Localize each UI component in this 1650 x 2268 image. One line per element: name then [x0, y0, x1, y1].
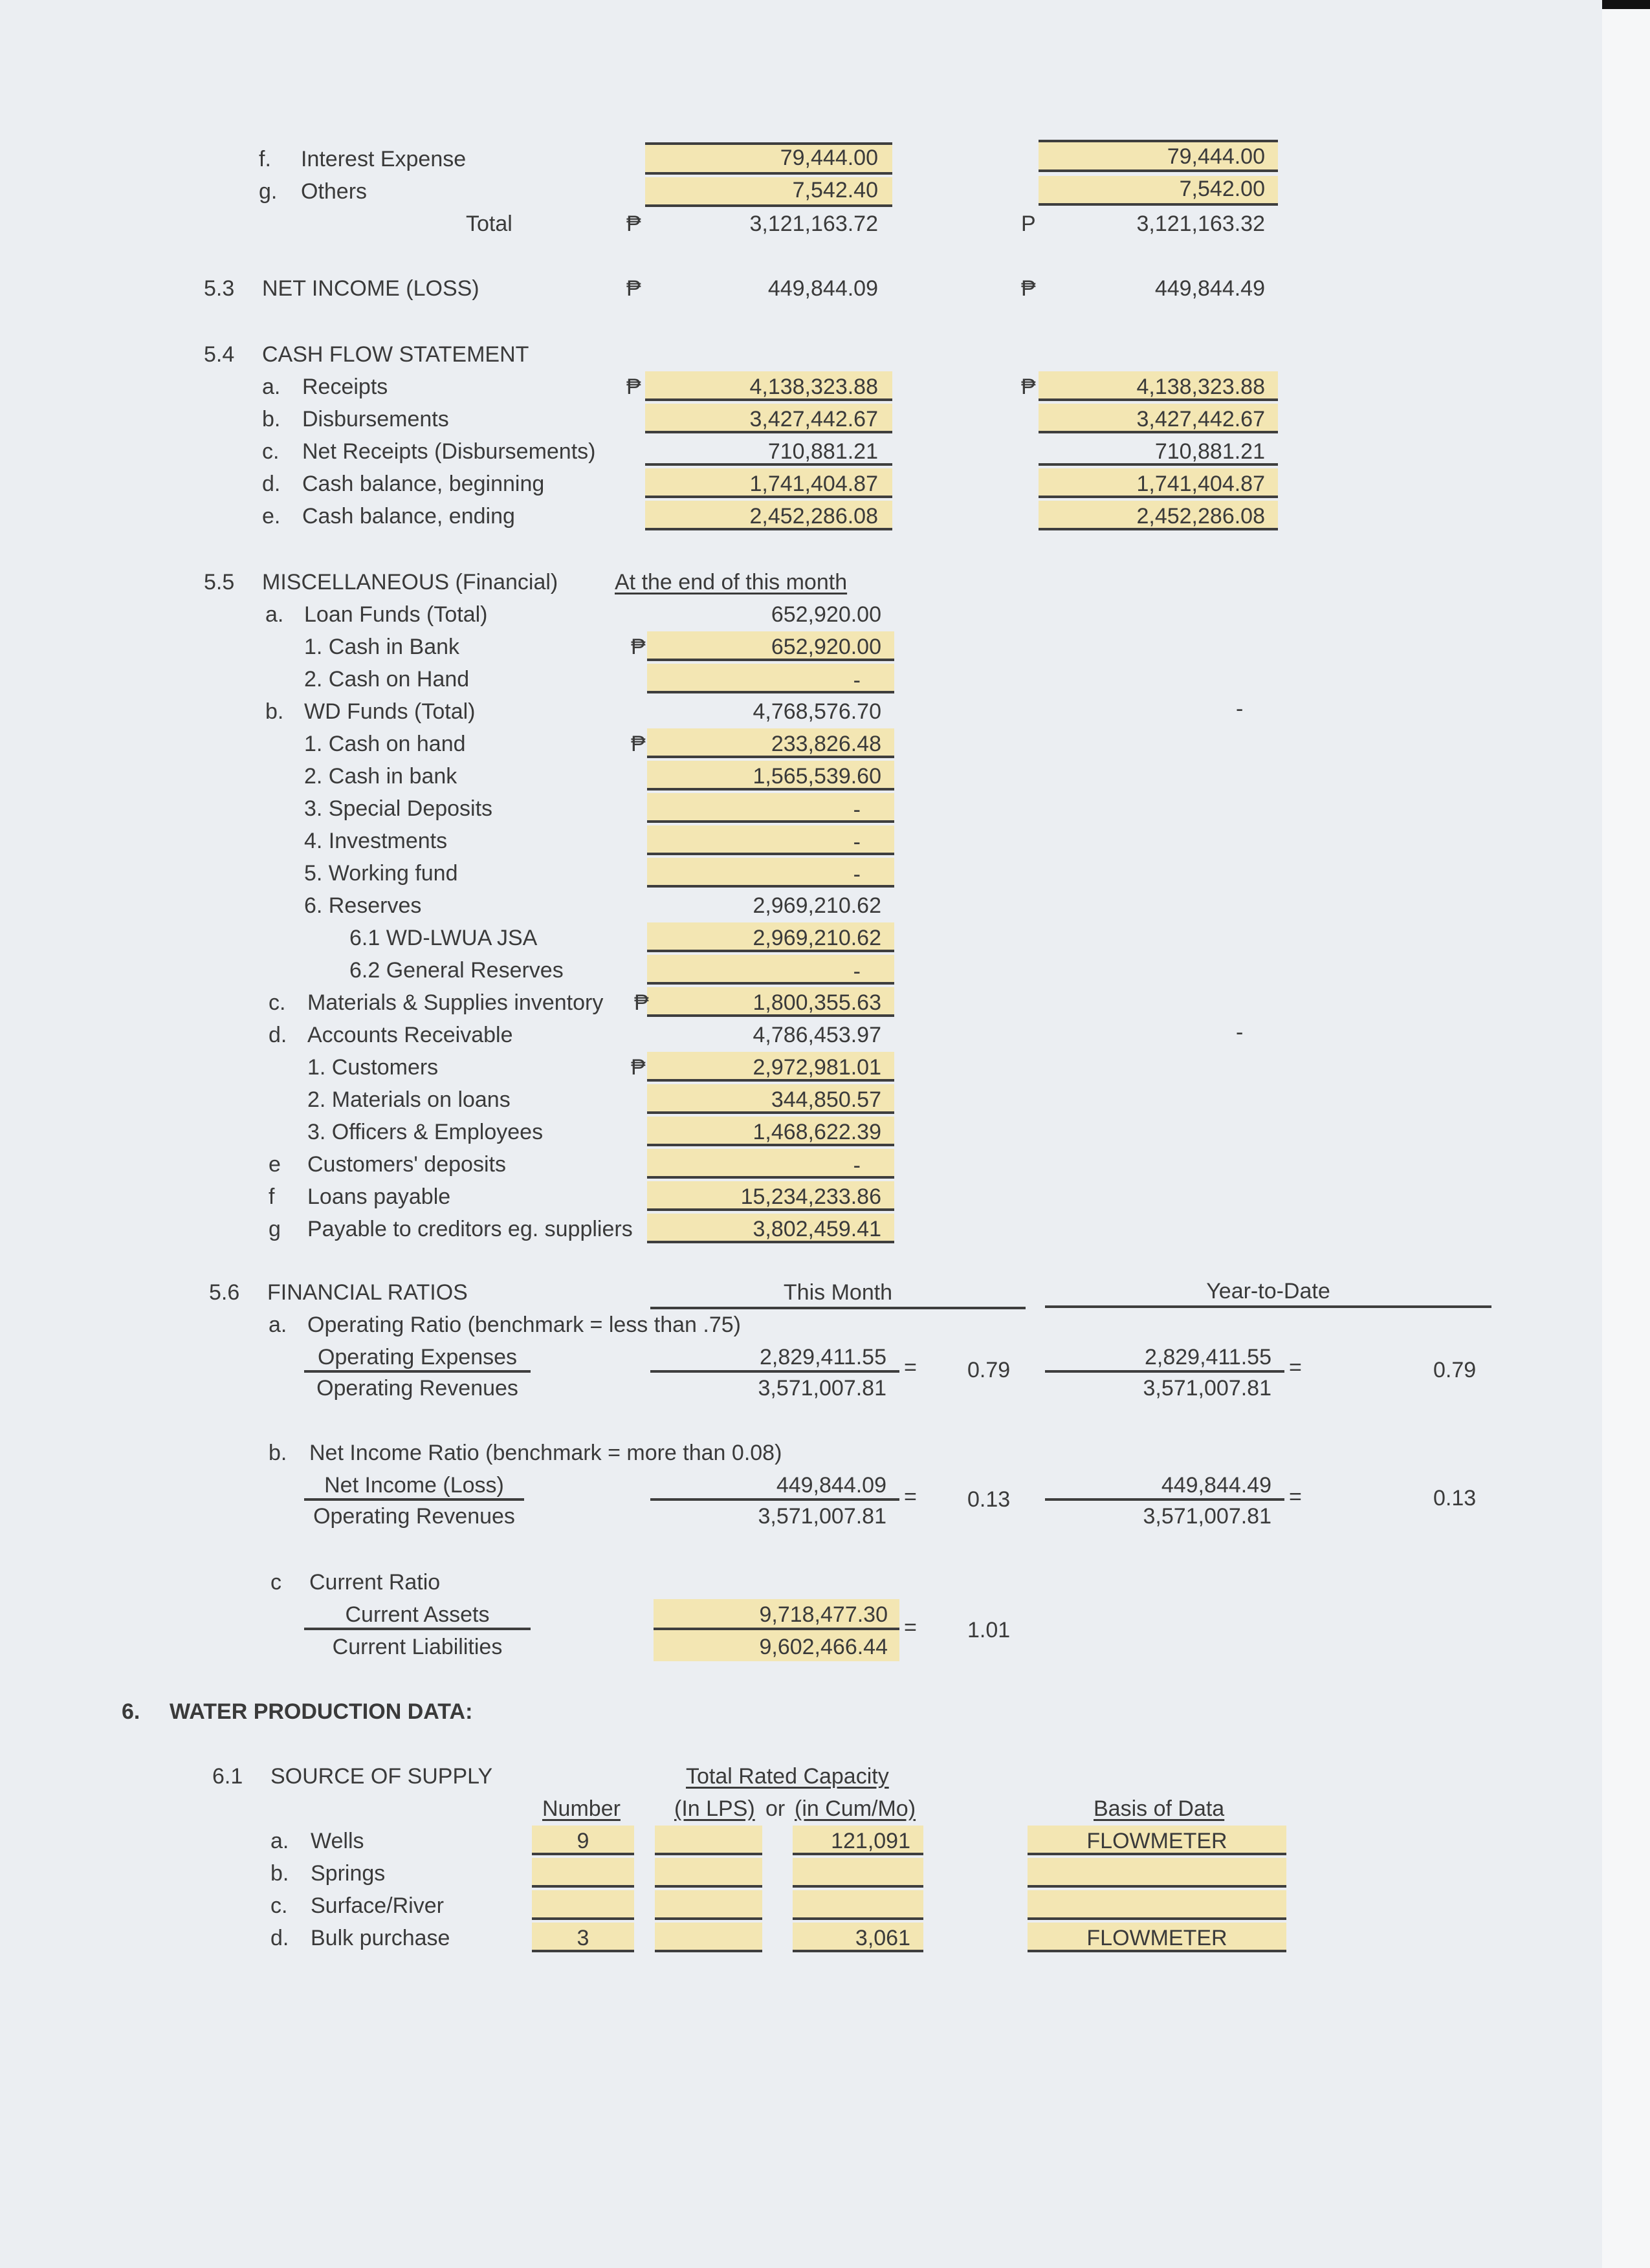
section-number: 6.1: [212, 1764, 243, 1789]
value: 79,444.00: [780, 146, 878, 170]
item-letter: e: [269, 1152, 281, 1177]
basis-cell: [1028, 1858, 1286, 1888]
section-number: 5.5: [204, 570, 235, 594]
denominator-value: 3,571,007.81: [758, 1504, 886, 1529]
fraction-bar: [1045, 1498, 1284, 1501]
item-label: Interest Expense: [301, 147, 467, 171]
lps-cell: [655, 1923, 762, 1952]
value: 1,468,622.39: [753, 1120, 881, 1144]
item-letter: c.: [262, 439, 280, 464]
column-header-this-month: This Month: [783, 1280, 893, 1305]
value: -: [853, 862, 861, 887]
item-letter: d.: [270, 1926, 289, 1950]
item-label: Surface/River: [311, 1893, 444, 1918]
item-letter: d.: [262, 472, 281, 496]
ratio-letter: c: [270, 1570, 281, 1595]
fraction-bar: [650, 1370, 899, 1373]
basis-cell: [1028, 1890, 1286, 1920]
ratio-letter: b.: [269, 1441, 287, 1465]
value: 1,800,355.63: [753, 990, 881, 1015]
value: 79,444.00: [1167, 144, 1265, 169]
currency-sign: ₱: [626, 276, 641, 301]
value: 1,565,539.60: [753, 764, 881, 789]
section-number: 5.3: [204, 276, 235, 301]
value: 1,741,404.87: [749, 472, 878, 496]
ratio-letter: a.: [269, 1313, 287, 1337]
lps-cell: [655, 1826, 762, 1855]
dash-mark: -: [1236, 697, 1244, 721]
denominator-label: Operating Revenues: [313, 1504, 515, 1529]
item-label: 2. Materials on loans: [307, 1087, 511, 1112]
currency-sign: ₱: [634, 990, 649, 1015]
item-label: 6.2 General Reserves: [349, 958, 564, 983]
item-label: 6.1 WD-LWUA JSA: [349, 926, 538, 950]
value: 3,802,459.41: [753, 1217, 881, 1241]
equals-sign: =: [904, 1485, 917, 1509]
numerator-label: Current Assets: [345, 1602, 490, 1627]
net-income-value: 449,844.49: [1154, 276, 1265, 301]
item-label: 1. Cash in Bank: [304, 635, 460, 659]
column-header: or: [765, 1796, 786, 1821]
cum-cell: [793, 1858, 923, 1888]
denominator-label: Current Liabilities: [332, 1635, 503, 1659]
value: -: [853, 668, 861, 693]
cum-value: 3,061: [855, 1926, 910, 1950]
value: 2,452,286.08: [1136, 504, 1265, 529]
item-letter: f.: [259, 147, 271, 171]
lps-cell: [655, 1858, 762, 1888]
section-title: MISCELLANEOUS (Financial): [262, 570, 558, 594]
item-label: Others: [301, 179, 368, 204]
item-label: 1. Customers: [307, 1055, 439, 1080]
value: 4,138,323.88: [1136, 375, 1265, 399]
denominator-value: 3,571,007.81: [1143, 1504, 1271, 1529]
column-header: Basis of Data: [1094, 1796, 1225, 1821]
value: 233,826.48: [771, 732, 881, 756]
value: 652,920.00: [771, 602, 881, 627]
item-label: Payable to creditors eg. suppliers: [307, 1217, 633, 1241]
value: -: [853, 830, 861, 855]
item-letter: b.: [270, 1861, 289, 1886]
item-label: Cash balance, ending: [302, 504, 515, 529]
item-label: 2. Cash on Hand: [304, 667, 470, 692]
item-label: Cash balance, beginning: [302, 472, 545, 496]
value: 652,920.00: [771, 635, 881, 659]
denominator-label: Operating Revenues: [316, 1376, 518, 1401]
value: -: [853, 1153, 861, 1178]
number-cell: [532, 1858, 634, 1888]
ratio-title: Operating Ratio (benchmark = less than .75): [307, 1313, 741, 1337]
numerator-value: 2,829,411.55: [1145, 1345, 1271, 1369]
section-title: SOURCE OF SUPPLY: [270, 1764, 493, 1789]
dash-mark: -: [1236, 1020, 1244, 1045]
value: 7,542.40: [792, 178, 878, 202]
item-label: Wells: [311, 1829, 364, 1853]
ratio-title: Current Ratio: [309, 1570, 441, 1595]
item-label: 2. Cash in bank: [304, 764, 457, 789]
number-cell: [532, 1890, 634, 1920]
column-header: Number: [542, 1796, 621, 1821]
ratio-value: 0.79: [967, 1358, 1011, 1382]
page-edge-mark: [1602, 0, 1650, 9]
item-letter: e.: [262, 504, 281, 529]
item-letter: b.: [265, 699, 284, 724]
total-value: 3,121,163.72: [749, 212, 878, 236]
value: 2,452,286.08: [749, 504, 878, 529]
numerator-value: 2,829,411.55: [760, 1345, 886, 1369]
value: 3,427,442.67: [1136, 407, 1265, 431]
number-value: 3: [577, 1926, 589, 1950]
section-number: 5.6: [209, 1280, 240, 1305]
currency-sign: ₱: [626, 212, 641, 236]
ratio-value: 0.13: [1433, 1486, 1477, 1510]
section-number: 5.4: [204, 342, 235, 367]
currency-sign: P: [1021, 212, 1036, 236]
value: -: [853, 959, 861, 984]
item-label: Receipts: [302, 375, 388, 399]
item-letter: c.: [270, 1893, 288, 1918]
basis-value: FLOWMETER: [1086, 1829, 1227, 1853]
item-letter: a.: [270, 1829, 289, 1853]
item-letter: c.: [269, 990, 286, 1015]
numerator-label: Net Income (Loss): [324, 1473, 504, 1498]
ratio-value: 0.13: [967, 1487, 1011, 1512]
rule: [650, 1307, 1026, 1309]
item-label: WD Funds (Total): [304, 699, 476, 724]
currency-sign: ₱: [631, 635, 646, 659]
numerator-label: Operating Expenses: [317, 1345, 518, 1369]
value: 4,786,453.97: [753, 1023, 881, 1047]
denominator-value: 9,602,466.44: [759, 1635, 888, 1659]
fraction-bar: [650, 1498, 899, 1501]
item-label: Disbursements: [302, 407, 449, 431]
item-letter: a.: [265, 602, 284, 627]
item-label: 3. Special Deposits: [304, 796, 493, 821]
column-header-ytd: Year-to-Date: [1206, 1279, 1330, 1303]
rule: [1045, 1305, 1491, 1308]
cum-cell: [793, 1890, 923, 1920]
item-label: Customers' deposits: [307, 1152, 506, 1177]
total-label: Total: [466, 212, 512, 236]
item-label: Materials & Supplies inventory: [307, 990, 604, 1015]
item-label: Loan Funds (Total): [304, 602, 488, 627]
item-label: 4. Investments: [304, 829, 448, 853]
item-label: 6. Reserves: [304, 893, 422, 918]
fraction-bar: [1045, 1370, 1284, 1373]
ratio-value: 0.79: [1433, 1358, 1477, 1382]
section-title: NET INCOME (LOSS): [262, 276, 479, 301]
item-label: 3. Officers & Employees: [307, 1120, 544, 1144]
value: 710,881.21: [1154, 439, 1265, 464]
section-title: FINANCIAL RATIOS: [267, 1280, 468, 1305]
numerator-value: 9,718,477.30: [759, 1602, 888, 1627]
equals-sign: =: [904, 1615, 917, 1640]
item-letter: d.: [269, 1023, 287, 1047]
item-label: Bulk purchase: [311, 1926, 450, 1950]
fraction-bar: [304, 1628, 531, 1630]
fraction-bar: [304, 1370, 531, 1373]
currency-sign: ₱: [631, 732, 646, 756]
total-value: 3,121,163.32: [1136, 212, 1265, 236]
section-number: 6.: [122, 1699, 140, 1724]
value: 1,741,404.87: [1136, 472, 1265, 496]
value: 2,969,210.62: [753, 926, 881, 950]
fraction-bar: [304, 1498, 524, 1501]
cum-value: 121,091: [831, 1829, 910, 1853]
number-value: 9: [577, 1829, 589, 1853]
equals-sign: =: [904, 1355, 917, 1380]
denominator-value: 3,571,007.81: [758, 1376, 886, 1401]
column-header: (In LPS): [674, 1796, 755, 1821]
ratio-value: 1.01: [967, 1618, 1011, 1642]
item-letter: g: [269, 1217, 281, 1241]
equals-sign: =: [1289, 1485, 1302, 1509]
section-title: CASH FLOW STATEMENT: [262, 342, 529, 367]
equals-sign: =: [1289, 1355, 1302, 1380]
item-letter: f: [269, 1184, 275, 1209]
currency-sign: ₱: [626, 375, 641, 399]
value: 4,768,576.70: [753, 699, 881, 724]
value: -: [853, 798, 861, 822]
item-label: 1. Cash on hand: [304, 732, 466, 756]
ratio-title: Net Income Ratio (benchmark = more than 0.08): [309, 1441, 782, 1465]
page-edge: [1602, 0, 1650, 2268]
value: 344,850.57: [771, 1087, 881, 1112]
value: 4,138,323.88: [749, 375, 878, 399]
value: 710,881.21: [767, 439, 878, 464]
lps-cell: [655, 1890, 762, 1920]
currency-sign: ₱: [1021, 276, 1036, 301]
basis-value: FLOWMETER: [1086, 1926, 1227, 1950]
column-header: At the end of this month: [615, 570, 848, 594]
item-letter: g.: [259, 179, 278, 204]
currency-sign: ₱: [1021, 375, 1036, 399]
value: 3,427,442.67: [749, 407, 878, 431]
item-letter: a.: [262, 375, 281, 399]
item-letter: b.: [262, 407, 281, 431]
value: 7,542.00: [1179, 177, 1265, 201]
item-label: Net Receipts (Disbursements): [302, 439, 596, 464]
denominator-value: 3,571,007.81: [1143, 1376, 1271, 1401]
column-header: (in Cum/Mo): [795, 1796, 916, 1821]
value: 15,234,233.86: [740, 1184, 881, 1209]
column-header: Total Rated Capacity: [686, 1764, 889, 1789]
item-label: Loans payable: [307, 1184, 451, 1209]
item-label: Springs: [311, 1861, 386, 1886]
net-income-value: 449,844.09: [767, 276, 878, 301]
currency-sign: ₱: [631, 1055, 646, 1080]
item-label: Accounts Receivable: [307, 1023, 513, 1047]
item-label: 5. Working fund: [304, 861, 458, 886]
numerator-value: 449,844.09: [776, 1473, 886, 1498]
section-title: WATER PRODUCTION DATA:: [170, 1699, 473, 1724]
value: 2,972,981.01: [753, 1055, 881, 1080]
numerator-value: 449,844.49: [1161, 1473, 1271, 1498]
value: 2,969,210.62: [753, 893, 881, 918]
